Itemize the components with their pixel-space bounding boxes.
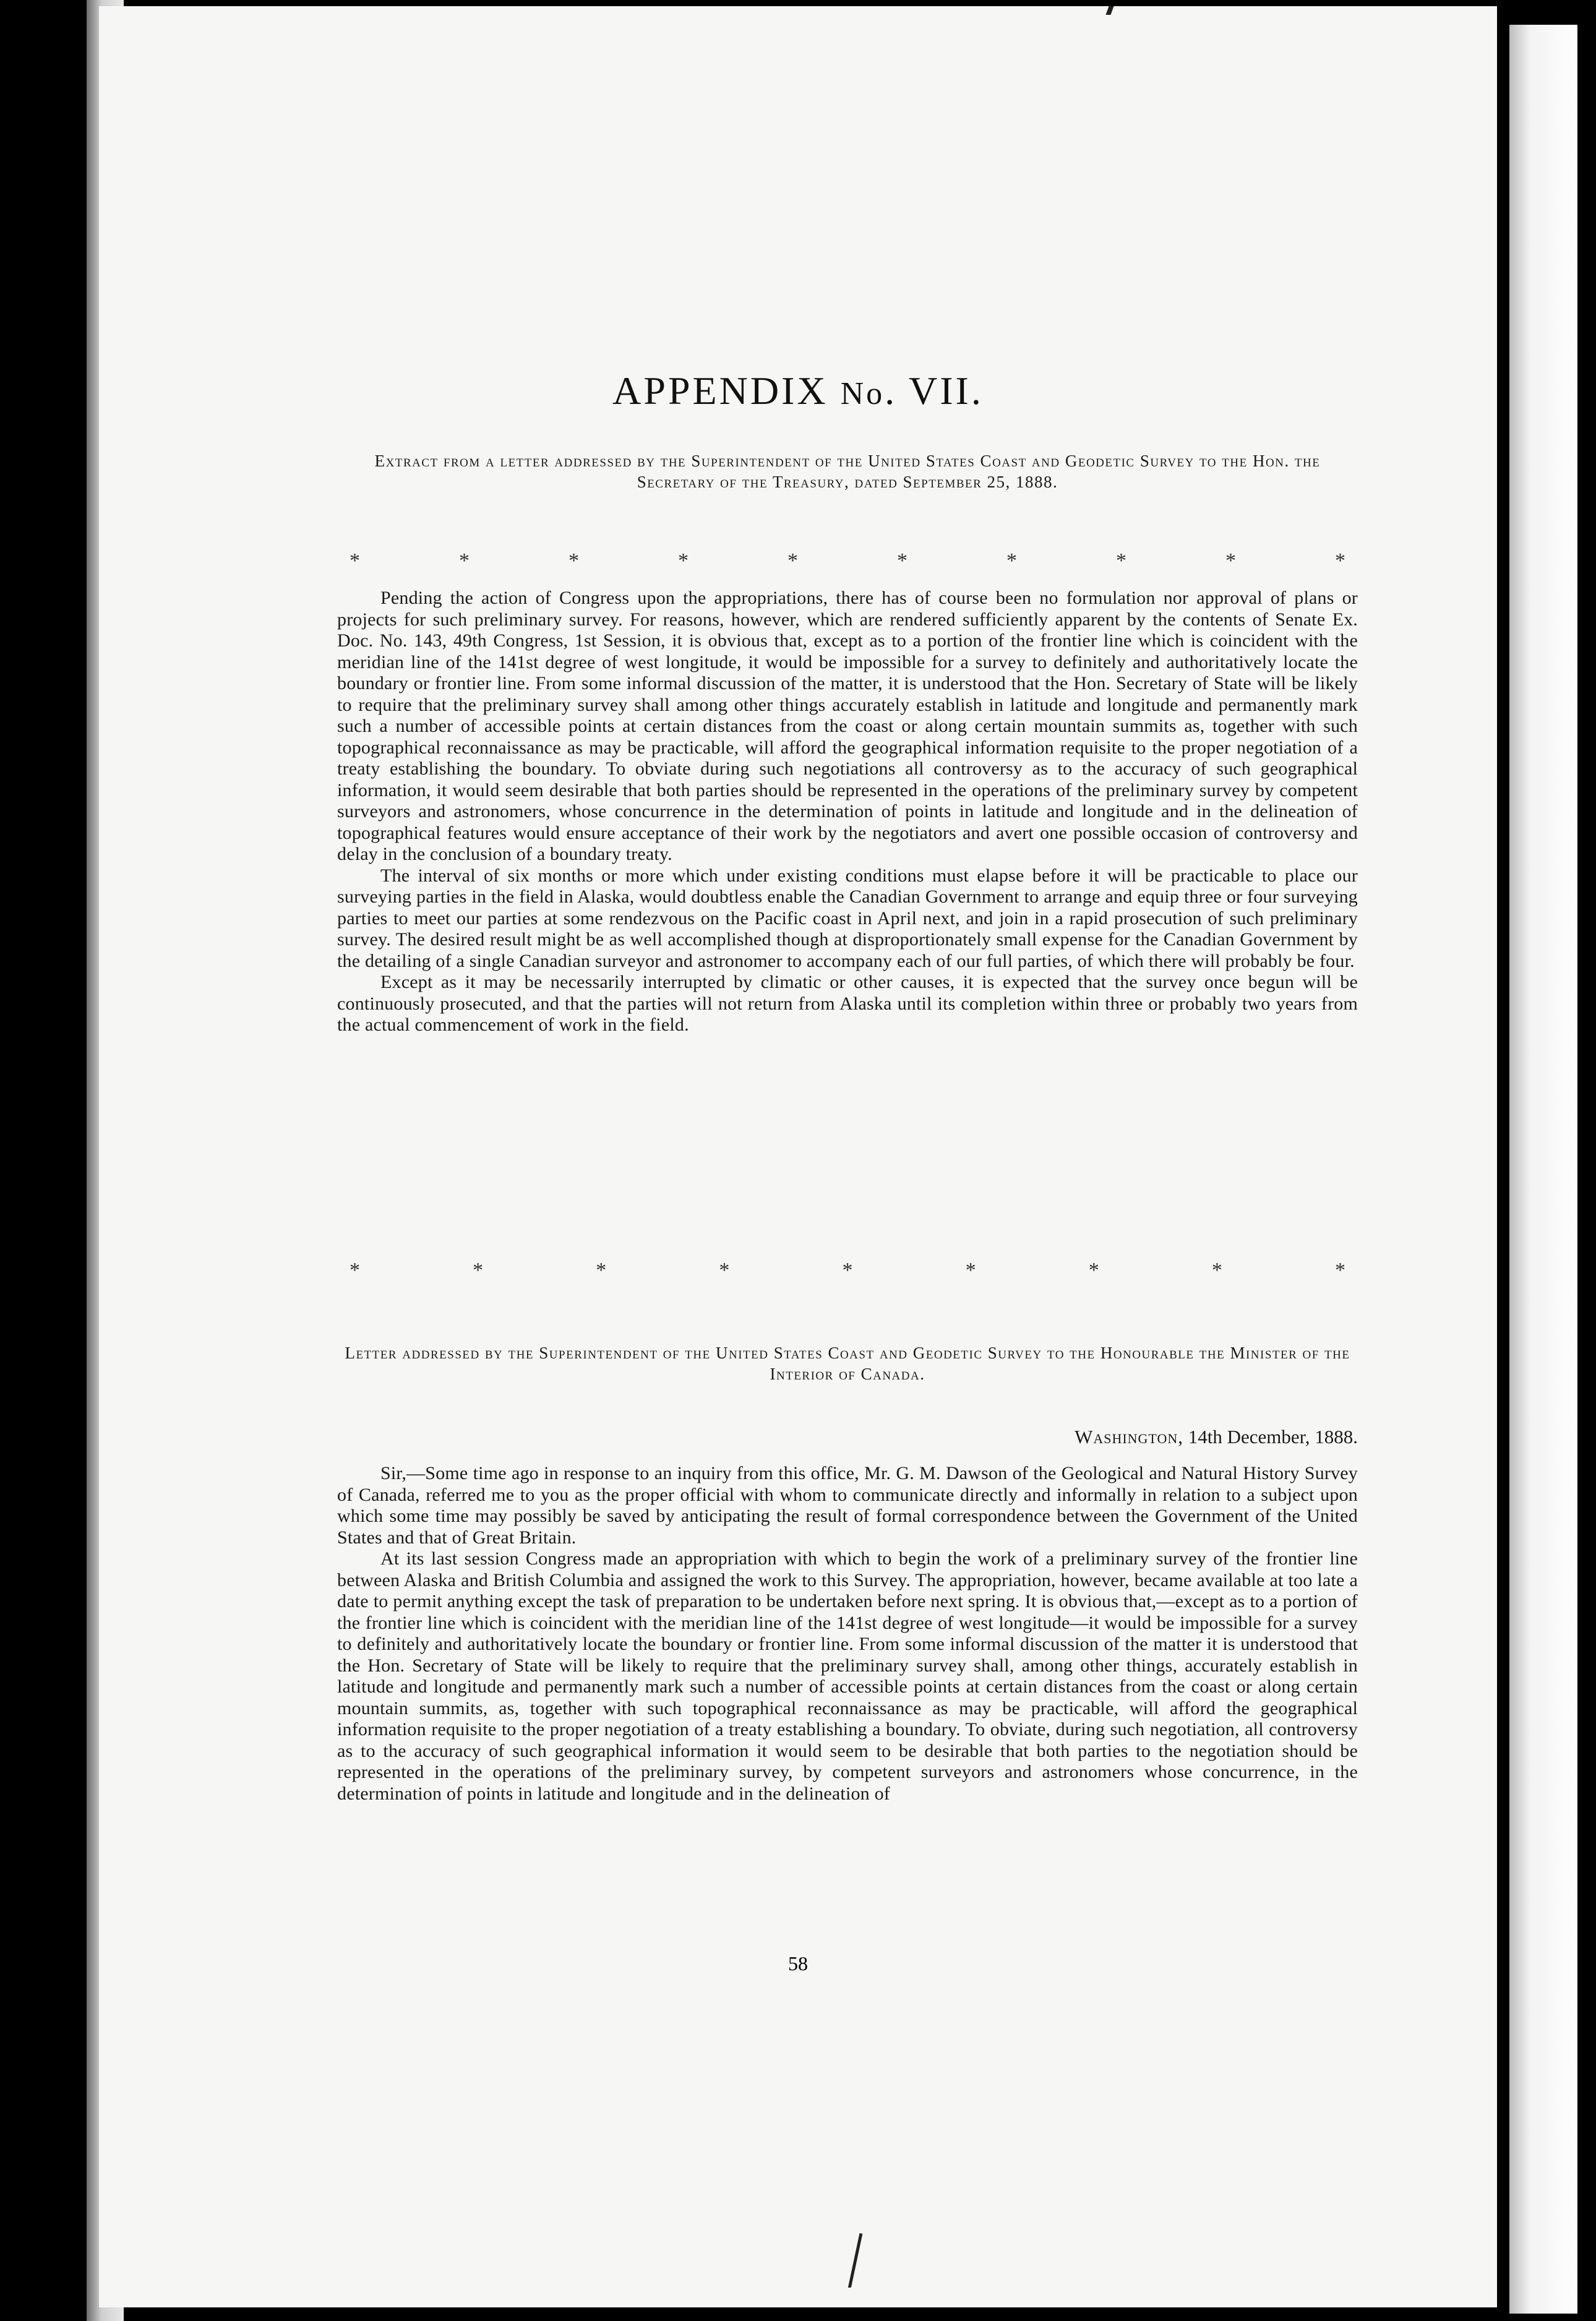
star: *: [678, 549, 689, 572]
letter-caption: Letter addressed by the Superintendent of the United States Coast and Geodetic Survey to the Honourable the Minister of the Interior of Canada.: [345, 1344, 1350, 1383]
extract-paragraph: Pending the action of Congress upon the appropriations, there has of course been no formulation nor approval of plans or projects for such preliminary survey. For reasons, however, which are rendered sufficiently apparent by the contents of Senate Ex. Doc. No. 143, 49th Congress, 1st Session, it is obvious that, except as to a portion of the frontier line which is coincident with the meridian line of the 141st degree of west longitude, it would be impossible for a survey to definitely and authoritatively locate the boundary or frontier line. From some informal discussion of the matter, it is understood that the Hon. Secretary of State will be likely to require that the preliminary survey shall among other things accurately establish in latitude and longitude and permanently mark such a number of accessible points at certain distances from the coast or along certain mountain summits as, together with such topographical reconnaissance as may be practicable, will afford the geographical information requisite to the proper negotiation of a treaty establishing the boundary. To obviate during such negotiations all controversy as to the accuracy of such geographical information, it would seem desirable that both parties should be represented in the operations of the preliminary survey by competent surveyors and astronomers, whose concurrence in the determination of points in latitude and longitude and in the delineation of topographical features would ensure acceptance of their work by the negotiators and avert one possible occasion of controversy and delay in the conclusion of a boundary treaty.: [337, 588, 1358, 864]
star: *: [1116, 549, 1126, 572]
star: *: [965, 1259, 976, 1282]
adjacent-page-edge: [1509, 25, 1577, 2314]
star: *: [350, 1259, 360, 1282]
star: *: [719, 1259, 730, 1282]
title-numeral: . VII.: [885, 369, 984, 413]
star: *: [787, 549, 798, 572]
letter-body: [337, 1463, 1358, 1804]
extract-paragraph: The interval of six months or more which under existing conditions must elapse before it will be practicable to place our surveying parties in the field in Alaska, would doubtless enable the Canadian Government to arrange and equip three or four surveying parties to meet our parties at some rendezvous on the Pacific coast in April next, and join in a rapid prosecution of such preliminary survey. The desired result might be as well accomplished though at disproportionately small expense for the Canadian Government by the detailing of a single Canadian surveyor and astronomer to accompany each of our full parties, of which there will probably be four.: [337, 865, 1358, 971]
letter-paragraph: Sir,—Some time ago in response to an inquiry from this office, Mr. G. M. Dawson of the Geological and Natural History Survey of Canada, referred me to you as the proper official with whom to communicate directly and informally in relation to a subject upon which some time may possibly be saved by anticipating the result of formal correspondence between the Government of the United States and that of Great Britain.: [337, 1463, 1358, 1548]
star: *: [1211, 1259, 1222, 1282]
stars-separator-1: [337, 549, 1358, 573]
extract-paragraph: Except as it may be necessarily interrupted by climatic or other causes, it is expected that the survey once begun will be continuously prosecuted, and that the parties will not return from Alaska until its completion within three or probably two years from the actual commencement of work in the field.: [337, 972, 1358, 1035]
extract-caption-block: [337, 450, 1358, 492]
stars-separator-2: [337, 1259, 1358, 1282]
star: *: [1335, 549, 1345, 572]
page-number: 58: [788, 1952, 808, 1975]
document-page: [99, 6, 1497, 2307]
star: *: [596, 1259, 607, 1282]
pen-mark-bottom: [848, 2233, 866, 2289]
star: *: [842, 1259, 853, 1282]
pen-mark-top: [1105, 6, 1113, 15]
appendix-title: [99, 368, 1497, 414]
dateline-date: 14th December, 1888.: [1183, 1426, 1358, 1448]
dateline-block: [337, 1426, 1358, 1448]
star: *: [1225, 549, 1236, 572]
star: *: [459, 549, 470, 572]
star: *: [1006, 549, 1017, 572]
extract-body: [337, 588, 1358, 1036]
star: *: [350, 549, 360, 572]
star: *: [568, 549, 579, 572]
star: *: [473, 1259, 484, 1282]
extract-caption: Extract from a letter addressed by the Superintendent of the United States Coast and Geodetic Survey to the Hon. the Secretary of the Treasury, dated September 25, 1888.: [374, 452, 1321, 491]
title-appendix-word: APPENDIX: [612, 369, 841, 413]
letter-caption-block: [337, 1342, 1358, 1384]
dateline: [337, 1426, 1358, 1448]
dateline-place: Washington,: [1075, 1426, 1184, 1448]
star: *: [897, 549, 907, 572]
letter-paragraph: At its last session Congress made an appropriation with which to begin the work of a preliminary survey of the frontier line between Alaska and British Columbia and assigned the work to this Survey. The appropriation, however, became available at too late a date to permit anything except the task of preparation to be undertaken before next spring. It is obvious that,—except as to a portion of the frontier line which is coincident with the meridian line of the 141st degree of west longitude—it would be impossible for a survey to definitely and authoritatively locate the boundary or frontier line. From some informal discussion of the matter it is understood that the Hon. Secretary of State will be likely to require that the preliminary survey shall, among other things, accurately establish in latitude and longitude and permanently mark such a number of accessible points at certain distances from the coast or along certain mountain summits, as, together with such topographical reconnaissance as may be practicable, will afford the geographical information requisite to the proper negotiation of a treaty establishing a boundary. To obviate, during such negotiation, all controversy as to the accuracy of such geographical information it would seem to be desirable that both parties to the negotiation should be represented in the operations of the preliminary survey, by competent surveyors and astronomers whose concurrence, in the determination of points in latitude and longitude and in the delineation of: [337, 1548, 1358, 1804]
star: *: [1088, 1259, 1099, 1282]
title-no-word: No: [840, 376, 885, 411]
star: *: [1335, 1259, 1345, 1282]
